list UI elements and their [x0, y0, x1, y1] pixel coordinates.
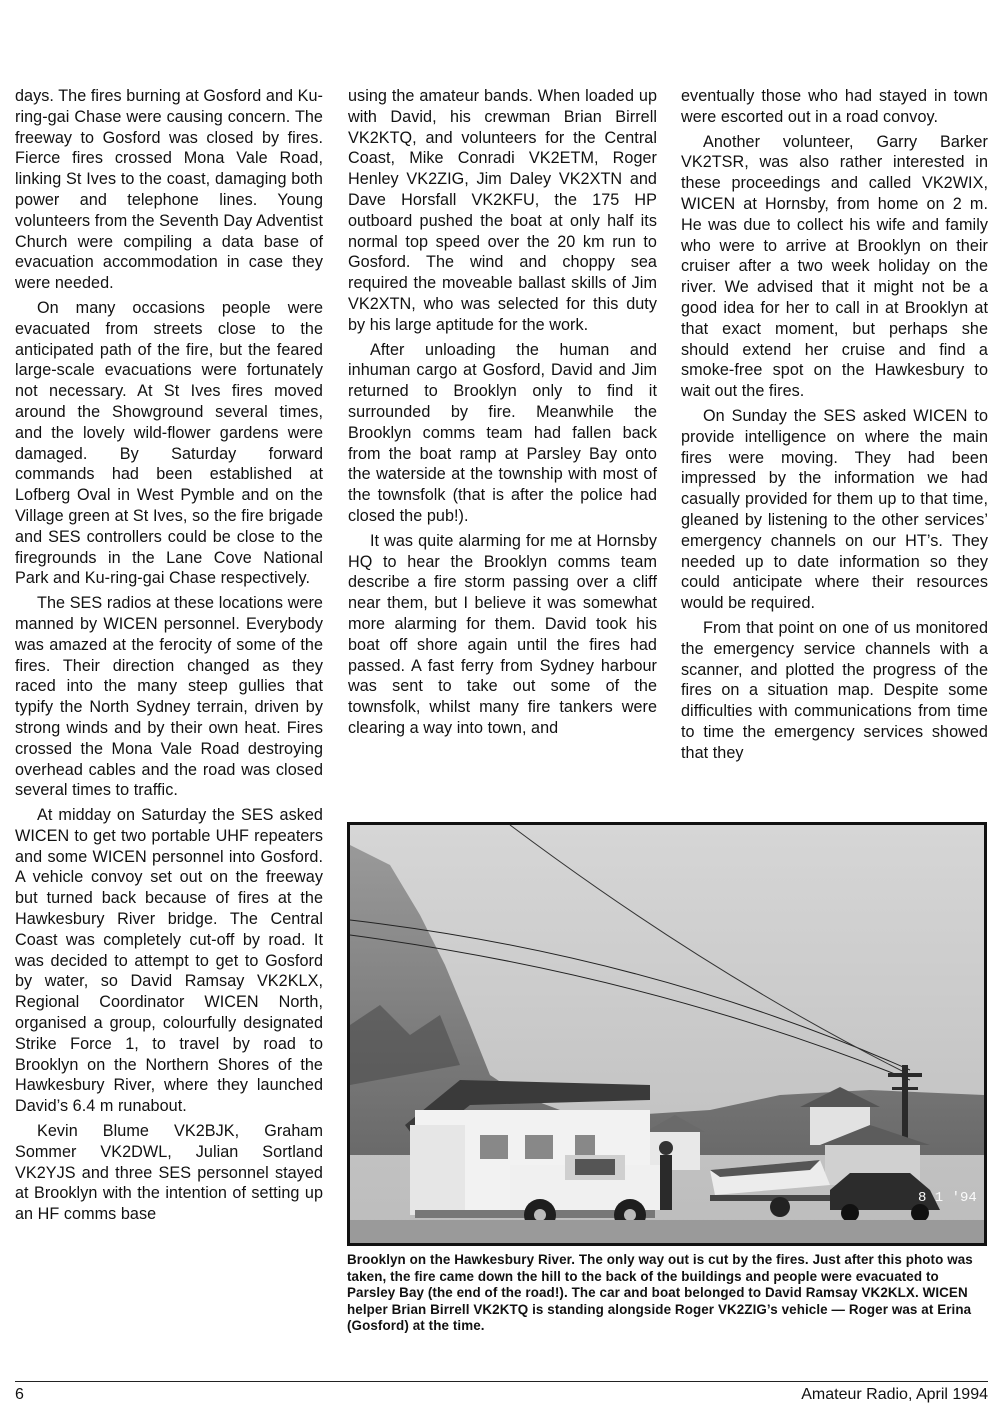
photo-illustration: [350, 825, 984, 1243]
paragraph: On many occasions people were evacuated from streets close to the anticipated path of the fire, but the feared large-scale evacuations were fortunately not necessary. At St Ives fires moved around the Showground several times, and the lovely wild-flower gardens were damaged. By Saturday forward commands had been established at Lofberg Oval in West Pymble and on the Village green at St Ives, so the fire brigade and SES controllers could be close to the firegrounds in the Lane Cove National Park and Ku-ring-gai Chase respectively.: [15, 298, 323, 588]
footer-divider: [15, 1381, 988, 1382]
paragraph: The SES radios at these locations were manned by WICEN personnel. Everybody was amazed at the ferocity of some of the fires. Their direction changed as they raced into the many steep gullies that typify the North Sydney terrain, driven by strong winds and by their own heat. Fires crossed the Mona Vale Road destroying overhead cables and the road was closed several times to traffic.: [15, 594, 323, 800]
photo-date-stamp: 8 1 '94: [918, 1190, 977, 1206]
paragraph: days. The fires burning at Gosford and Ku-ring-gai Chase were causing concern. The freeway to Gosford was closed by fires. Fierce fires crossed Mona Vale Road, linking St Ives to the coast, damaging both power and telephone lines. Young volunteers from the Seventh Day Adventist Church were compiling a data base of evacuation accommodation in case they were needed.: [15, 87, 323, 293]
paragraph: From that point on one of us monitored the emergency service channels with a scanner, and plotted the progress of the fires on a situation map. Despite some difficulties with communications from time to time the emergency services showed that they: [681, 618, 988, 762]
paragraph: Another volunteer, Garry Barker VK2TSR, was also rather interested in these proceedings and called VK2WIX, WICEN at Hornsby, from home on 2 m. He was due to collect his wife and family who were to arrive at Brooklyn on their cruiser after a two week holiday on the river. We advised that it might not be a good idea for her to call in at Brooklyn at that exact moment, but perhaps she should extend her cruise and find a smoke-free spot on the Hawkesbury to wait out the fires.: [681, 132, 988, 401]
paragraph: It was quite alarming for me at Hornsby HQ to hear the Brooklyn comms team describe a fire storm passing over a cliff near them, but I believe it was somewhat more alarming for them. David took his boat off shore again until the fires had passed. A fast ferry from Sydney harbour was sent to take out some of the townsfolk, whilst many fire tankers were clearing a way into town, and: [348, 531, 657, 737]
paragraph: After unloading the human and inhuman cargo at Gosford, David and Jim returned to Brooklyn only to find it surrounded by fire. Meanwhile the Brooklyn comms team had fallen back from the boat ramp at Parsley Bay onto the waterside at the township with most of the townsfolk (that is after the police had closed the pub!).: [348, 340, 657, 525]
brooklyn-photo: [347, 822, 987, 1246]
article-column-1: [15, 86, 323, 1225]
paragraph: Kevin Blume VK2BJK, Graham Sommer VK2DWL, Julian Sortland VK2YJS and three SES personnel stayed at Brooklyn with the intention of setting up an HF comms base: [15, 1122, 323, 1224]
paragraph: eventually those who had stayed in town were escorted out in a road convoy.: [681, 87, 988, 126]
article-column-2: [348, 86, 657, 739]
paragraph: At midday on Saturday the SES asked WICEN to get two portable UHF repeaters and some WICEN personnel into Gosford. A vehicle convoy set out on the freeway but turned back because of fires at the Hawkesbury River bridge. The Central Coast was completely cut-off by road. It was decided to attempt to get to Gosford by water, so David Ramsay VK2KLX, Regional Coordinator WICEN North, organised a group, colourfully designated Strike Force 1, to travel by road to Brooklyn on the Northern Shores of the Hawkesbury River, where they launched David’s 6.4 m runabout.: [15, 806, 323, 1116]
publication-name: Amateur Radio, April 1994: [801, 1386, 988, 1403]
paragraph: using the amateur bands. When loaded up with David, his crewman Brian Birrell VK2KTQ, and volunteers for the Central Coast, Mike Conradi VK2ETM, Roger Henley VK2ZIG, Jim Daley VK2XTN and Dave Horsfall VK2KFU, the 175 HP outboard pushed the boat at only half its normal top speed over the 20 km run to Gosford. The wind and choppy sea required the moveable ballast skills of Jim VK2XTN, who was selected for this duty by his large aptitude for the work.: [348, 87, 657, 334]
article-column-3: [681, 86, 988, 764]
paragraph: On Sunday the SES asked WICEN to provide intelligence on where the main fires were moving. They had been impressed by the information we had casually provided for them up to that time, gleaned by listening to the other services’ emergency channels on our HT’s. They needed up to date information so they could anticipate where their resources would be required.: [681, 406, 988, 613]
page-number: 6: [15, 1386, 24, 1403]
photo-caption: Brooklyn on the Hawkesbury River. The only way out is cut by the fires. Just after this photo was taken, the fire came down the hill to the back of the buildings and people were evacuated to Parsley Bay (the end of the road!). The car and boat belonged to David Ramsay VK2KLX. WICEN helper Brian Birrell VK2KTQ is standing alongside Roger VK2ZIG’s vehicle — Roger was at Erina (Gosford) at the time.: [347, 1252, 973, 1334]
